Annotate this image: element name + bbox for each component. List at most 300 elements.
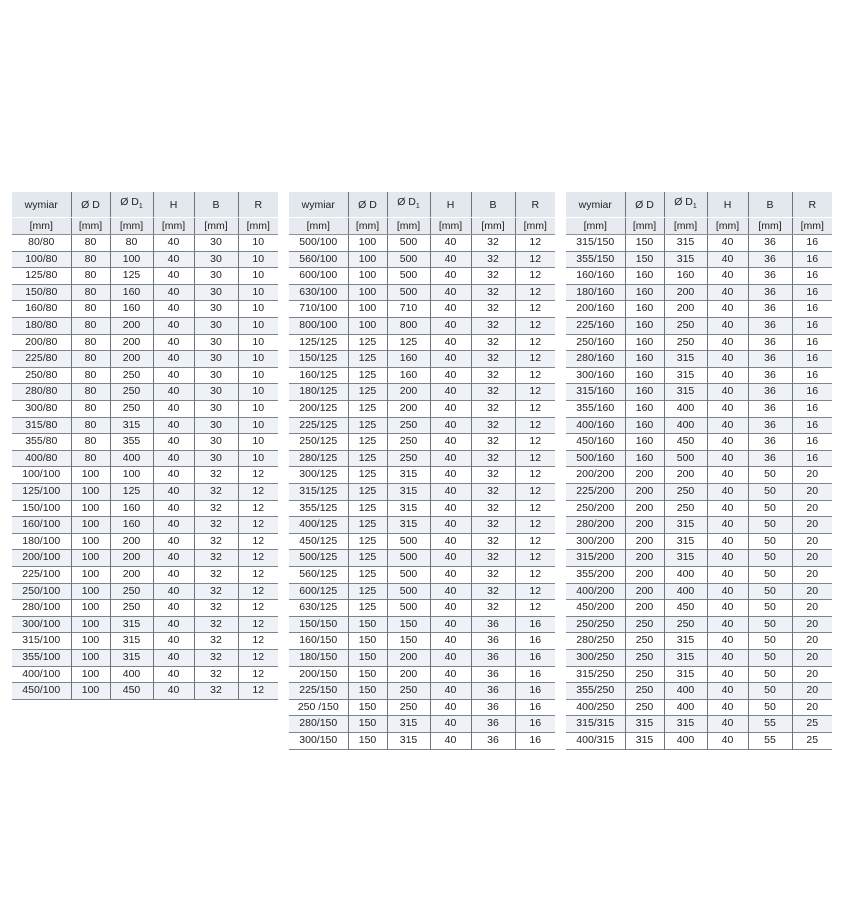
- table-cell: 200: [625, 566, 664, 583]
- table-cell: 16: [806, 302, 819, 315]
- subscript: 1: [415, 203, 420, 211]
- table-cell: 40: [430, 683, 471, 700]
- table-cell: 250: [110, 583, 153, 600]
- table-cell: 32: [471, 450, 515, 467]
- table-cell: 500: [387, 284, 430, 301]
- table-cell: 315: [664, 367, 707, 384]
- table-cell: 315: [664, 384, 707, 401]
- table-cell: 36: [471, 616, 515, 633]
- table-cell: 36: [471, 699, 515, 716]
- table-cell: 40: [707, 666, 748, 683]
- table-cell: 32: [471, 550, 515, 567]
- table-cell: 30: [194, 301, 238, 318]
- table-row: [12, 583, 278, 600]
- table-cell: 50: [748, 500, 792, 517]
- table-cell: 36: [471, 716, 515, 733]
- unit-label: [mm]: [110, 218, 153, 235]
- unit-label: [mm]: [153, 218, 194, 235]
- table-cell: 800/100: [289, 318, 348, 335]
- table-cell: 25: [792, 716, 832, 733]
- table-cell: 40: [153, 583, 194, 600]
- table-cell: 40: [153, 351, 194, 368]
- table-cell: 40: [153, 301, 194, 318]
- table-cell: 30: [194, 318, 238, 335]
- table-cell: 450: [664, 600, 707, 617]
- table-cell: 40: [153, 235, 194, 252]
- table-cell: 30: [194, 450, 238, 467]
- table-cell: 250: [664, 484, 707, 501]
- table-row: [12, 649, 278, 666]
- header-label: R: [531, 198, 540, 211]
- table-cell: 40: [430, 251, 471, 268]
- table-row: [566, 251, 832, 268]
- table-row: [12, 235, 278, 252]
- table-cell: 200: [625, 533, 664, 550]
- table-cell: 800: [387, 318, 430, 335]
- table-cell: 280/80: [12, 384, 71, 401]
- table-row: [12, 367, 278, 384]
- table-cell: 40: [153, 417, 194, 434]
- table-cell: 225/80: [12, 351, 71, 368]
- table-cell: 315/250: [566, 666, 625, 683]
- header-row: [12, 192, 278, 218]
- table-cell: 400/125: [289, 517, 348, 534]
- table-cell: 315: [664, 649, 707, 666]
- header-label: Ø D: [635, 198, 654, 211]
- unit-label: [mm]: [348, 218, 387, 235]
- table-cell: 400/250: [566, 699, 625, 716]
- table-cell: 315: [664, 716, 707, 733]
- table-cell: 20: [806, 468, 819, 481]
- table-row: [289, 384, 555, 401]
- table-cell: 36: [748, 284, 792, 301]
- table-cell: 400: [664, 417, 707, 434]
- table-row: [289, 301, 555, 318]
- table-cell: 250/100: [12, 583, 71, 600]
- table-cell: 12: [252, 468, 265, 481]
- table-cell: 250: [664, 318, 707, 335]
- table-cell: 12: [515, 450, 555, 467]
- table-cell: 36: [748, 235, 792, 252]
- table-cell: 315: [387, 732, 430, 749]
- table-cell: 150: [348, 666, 387, 683]
- unit-label: [mm]: [471, 218, 515, 235]
- table-cell: 180/100: [12, 533, 71, 550]
- table-cell: 16: [806, 435, 819, 448]
- table-cell: 20: [792, 550, 832, 567]
- table-cell: 200/100: [12, 550, 71, 567]
- dimension-table-3: [566, 192, 832, 750]
- table-cell: 32: [194, 484, 238, 501]
- table-cell: 40: [153, 318, 194, 335]
- table-cell: 10: [252, 302, 265, 315]
- table-cell: 80: [71, 318, 110, 335]
- table-cell: 80: [71, 268, 110, 285]
- table-cell: 10: [238, 284, 278, 301]
- table-row: [289, 235, 555, 252]
- table-cell: 32: [471, 484, 515, 501]
- table-cell: 32: [471, 600, 515, 617]
- table-cell: 300/100: [12, 616, 71, 633]
- table-cell: 10: [252, 335, 265, 348]
- table-cell: 150: [348, 683, 387, 700]
- table-cell: 40: [707, 633, 748, 650]
- table-cell: 16: [792, 251, 832, 268]
- table-cell: 12: [515, 251, 555, 268]
- table-row: [12, 666, 278, 683]
- table-cell: 160: [387, 351, 430, 368]
- table-cell: 55: [748, 732, 792, 749]
- table-cell: 225/100: [12, 566, 71, 583]
- table-cell: 32: [471, 417, 515, 434]
- table-cell: 40: [153, 649, 194, 666]
- table-cell: 32: [471, 500, 515, 517]
- table-row: [566, 450, 832, 467]
- table-cell: 400: [664, 566, 707, 583]
- table-cell: 30: [194, 351, 238, 368]
- table-cell: 100: [71, 616, 110, 633]
- col-header-wymiar: [566, 192, 625, 218]
- table-cell: 250 /150: [289, 699, 348, 716]
- table-cell: 250: [625, 666, 664, 683]
- table-cell: 125: [348, 550, 387, 567]
- table-cell: 40: [430, 500, 471, 517]
- table-cell: 315: [664, 633, 707, 650]
- table-cell: 355/80: [12, 434, 71, 451]
- table-cell: 32: [194, 517, 238, 534]
- table-cell: 30: [194, 434, 238, 451]
- table-cell: 32: [471, 301, 515, 318]
- table-cell: 30: [194, 334, 238, 351]
- unit-label: [mm]: [238, 218, 278, 235]
- table-cell: 40: [153, 616, 194, 633]
- table-cell: 400/100: [12, 666, 71, 683]
- table-cell: 32: [194, 500, 238, 517]
- table-cell: 125: [110, 268, 153, 285]
- table-cell: 36: [748, 318, 792, 335]
- table-cell: 200: [110, 351, 153, 368]
- table-row: [566, 301, 832, 318]
- table-cell: 16: [806, 236, 819, 249]
- table-cell: 12: [529, 269, 542, 282]
- table-cell: 16: [792, 417, 832, 434]
- table-cell: 150/80: [12, 284, 71, 301]
- table-cell: 12: [252, 634, 265, 647]
- table-cell: 50: [748, 517, 792, 534]
- table-cell: 40: [430, 732, 471, 749]
- table-cell: 125: [348, 484, 387, 501]
- table-cell: 36: [471, 683, 515, 700]
- table-cell: 315: [664, 666, 707, 683]
- table-cell: 500: [387, 268, 430, 285]
- table-header: [12, 192, 278, 235]
- table-cell: 250/80: [12, 367, 71, 384]
- table-cell: 80: [71, 384, 110, 401]
- table-cell: 40: [707, 301, 748, 318]
- table-cell: 40: [430, 268, 471, 285]
- table-cell: 630/100: [289, 284, 348, 301]
- table-cell: 300/200: [566, 533, 625, 550]
- table-row: [289, 716, 555, 733]
- unit-label: [mm]: [748, 218, 792, 235]
- table-cell: 12: [529, 236, 542, 249]
- table-cell: 12: [238, 583, 278, 600]
- table-cell: 40: [707, 566, 748, 583]
- table-cell: 32: [471, 434, 515, 451]
- table-cell: 160: [625, 434, 664, 451]
- table-cell: 160: [625, 401, 664, 418]
- table-cell: 40: [430, 450, 471, 467]
- table-cell: 36: [471, 732, 515, 749]
- table-cell: 315/200: [566, 550, 625, 567]
- table-cell: 200: [387, 384, 430, 401]
- table-cell: 40: [707, 649, 748, 666]
- table-cell: 80: [71, 235, 110, 252]
- table-cell: 40: [153, 517, 194, 534]
- unit-label: [mm]: [792, 218, 832, 235]
- table-cell: 40: [707, 318, 748, 335]
- table-row: [566, 683, 832, 700]
- table-cell: 250: [387, 699, 430, 716]
- table-cell: 36: [748, 301, 792, 318]
- table-cell: 500: [387, 251, 430, 268]
- table-cell: 36: [748, 367, 792, 384]
- table-cell: 355/125: [289, 500, 348, 517]
- table-cell: 32: [471, 467, 515, 484]
- table-cell: 40: [430, 401, 471, 418]
- table-cell: 40: [430, 334, 471, 351]
- table-cell: 125/80: [12, 268, 71, 285]
- table-row: [12, 484, 278, 501]
- table-row: [289, 699, 555, 716]
- table-cell: 40: [430, 716, 471, 733]
- table-cell: 50: [748, 699, 792, 716]
- table-cell: 180/80: [12, 318, 71, 335]
- dimension-table-1: [12, 192, 278, 700]
- table-cell: 560/125: [289, 566, 348, 583]
- table-cell: 40: [707, 484, 748, 501]
- table-cell: 32: [471, 334, 515, 351]
- unit-label: [mm]: [566, 218, 625, 235]
- table-cell: 125: [348, 600, 387, 617]
- table-cell: 40: [153, 251, 194, 268]
- table-cell: 315: [664, 251, 707, 268]
- table-cell: 30: [194, 284, 238, 301]
- table-row: [566, 566, 832, 583]
- table-cell: 80: [71, 334, 110, 351]
- table-row: [12, 517, 278, 534]
- table-cell: 300/150: [289, 732, 348, 749]
- table-cell: 160: [625, 318, 664, 335]
- table-row: [289, 533, 555, 550]
- table-cell: 20: [806, 700, 819, 713]
- table-cell: 150: [625, 251, 664, 268]
- table-cell: 30: [194, 251, 238, 268]
- table-cell: 36: [748, 450, 792, 467]
- table-row: [289, 517, 555, 534]
- header-label: Ø D: [120, 196, 139, 208]
- table-cell: 500: [387, 533, 430, 550]
- col-header-r: [238, 192, 278, 218]
- table-cell: 100: [71, 583, 110, 600]
- table-cell: 40: [430, 484, 471, 501]
- table-cell: 150: [348, 649, 387, 666]
- table-cell: 30: [194, 417, 238, 434]
- table-cell: 100: [71, 484, 110, 501]
- table-cell: 450/200: [566, 600, 625, 617]
- table-cell: 225/125: [289, 417, 348, 434]
- table-cell: 40: [707, 434, 748, 451]
- table-row: [566, 268, 832, 285]
- col-header-wymiar: [289, 192, 348, 218]
- table-cell: 150/125: [289, 351, 348, 368]
- table-cell: 40: [153, 284, 194, 301]
- header-label: B: [766, 198, 774, 211]
- table-cell: 12: [252, 667, 265, 680]
- table-cell: 50: [748, 566, 792, 583]
- table-cell: 16: [529, 733, 542, 746]
- table-cell: 200: [625, 517, 664, 534]
- table-cell: 125/125: [289, 334, 348, 351]
- table-row: [566, 334, 832, 351]
- table-cell: 315: [110, 616, 153, 633]
- table-cell: 160: [625, 367, 664, 384]
- header-label: wymiar: [301, 198, 335, 211]
- table-cell: 16: [529, 700, 542, 713]
- table-row: [289, 434, 555, 451]
- table-cell: 200: [387, 649, 430, 666]
- table-cell: 40: [430, 533, 471, 550]
- table-cell: 200: [387, 666, 430, 683]
- header-label: H: [723, 198, 732, 211]
- table-cell: 16: [515, 649, 555, 666]
- table-row: [289, 367, 555, 384]
- table-cell: 20: [792, 583, 832, 600]
- table-cell: 40: [153, 633, 194, 650]
- units-row: [566, 218, 832, 235]
- table-cell: 125: [348, 583, 387, 600]
- table-cell: 125: [387, 334, 430, 351]
- table-cell: 200/150: [289, 666, 348, 683]
- table-cell: 40: [153, 367, 194, 384]
- table-cell: 40: [707, 732, 748, 749]
- table-cell: 200: [387, 401, 430, 418]
- table-cell: 355/100: [12, 649, 71, 666]
- header-label: B: [489, 198, 497, 211]
- table-cell: 315: [387, 517, 430, 534]
- table-cell: 20: [792, 649, 832, 666]
- table-cell: 30: [194, 235, 238, 252]
- col-header-r: [792, 192, 832, 218]
- table-cell: 50: [748, 583, 792, 600]
- table-cell: 100: [348, 268, 387, 285]
- table-row: [566, 616, 832, 633]
- subscript: 1: [138, 203, 143, 211]
- table-cell: 40: [707, 284, 748, 301]
- table-cell: 150: [348, 616, 387, 633]
- header-label: H: [169, 198, 178, 211]
- table-cell: 315: [664, 235, 707, 252]
- table-cell: 100: [71, 467, 110, 484]
- table-cell: 160/125: [289, 367, 348, 384]
- table-cell: 32: [471, 251, 515, 268]
- table-cell: 40: [707, 517, 748, 534]
- table-cell: 40: [153, 666, 194, 683]
- table-cell: 125: [348, 434, 387, 451]
- table-cell: 160: [664, 268, 707, 285]
- table-cell: 315: [387, 467, 430, 484]
- table-cell: 40: [707, 699, 748, 716]
- table-cell: 40: [707, 367, 748, 384]
- table-cell: 80: [71, 450, 110, 467]
- table-cell: 32: [471, 351, 515, 368]
- table-cell: 16: [792, 384, 832, 401]
- table-cell: 20: [792, 484, 832, 501]
- table-cell: 450/100: [12, 683, 71, 700]
- table-cell: 32: [194, 649, 238, 666]
- table-cell: 200: [664, 467, 707, 484]
- table-row: [566, 417, 832, 434]
- table-cell: 560/100: [289, 251, 348, 268]
- table-row: [289, 732, 555, 749]
- table-row: [12, 434, 278, 451]
- table-cell: 150: [348, 716, 387, 733]
- table-cell: 200: [110, 334, 153, 351]
- table-cell: 30: [194, 384, 238, 401]
- table-cell: 32: [471, 367, 515, 384]
- table-cell: 80: [110, 235, 153, 252]
- table-cell: 80: [71, 251, 110, 268]
- table-cell: 36: [471, 633, 515, 650]
- unit-label: [mm]: [707, 218, 748, 235]
- table-cell: 160: [625, 334, 664, 351]
- table-row: [566, 649, 832, 666]
- table-cell: 250: [110, 600, 153, 617]
- table-cell: 10: [252, 368, 265, 381]
- table-cell: 280/250: [566, 633, 625, 650]
- table-cell: 200: [625, 500, 664, 517]
- table-cell: 500/100: [289, 235, 348, 252]
- units-row: [12, 218, 278, 235]
- table-cell: 40: [707, 683, 748, 700]
- table-cell: 200: [110, 533, 153, 550]
- table-cell: 315: [664, 517, 707, 534]
- table-cell: 100: [348, 284, 387, 301]
- table-cell: 200: [664, 284, 707, 301]
- table-row: [566, 716, 832, 733]
- table-cell: 180/125: [289, 384, 348, 401]
- table-row: [289, 649, 555, 666]
- table-cell: 200: [625, 467, 664, 484]
- table-cell: 250/160: [566, 334, 625, 351]
- table-cell: 125: [110, 484, 153, 501]
- table-cell: 40: [707, 417, 748, 434]
- table-cell: 80: [71, 284, 110, 301]
- table-cell: 10: [238, 417, 278, 434]
- table-row: [566, 434, 832, 451]
- table-row: [566, 583, 832, 600]
- table-cell: 40: [153, 401, 194, 418]
- table-cell: 315: [664, 351, 707, 368]
- table-cell: 400/160: [566, 417, 625, 434]
- unit-label: [mm]: [289, 218, 348, 235]
- table-cell: 40: [430, 367, 471, 384]
- dimension-table-2: [289, 192, 555, 750]
- table-cell: 400: [664, 699, 707, 716]
- table-cell: 40: [430, 583, 471, 600]
- table-cell: 200: [110, 318, 153, 335]
- header-label: R: [808, 198, 817, 211]
